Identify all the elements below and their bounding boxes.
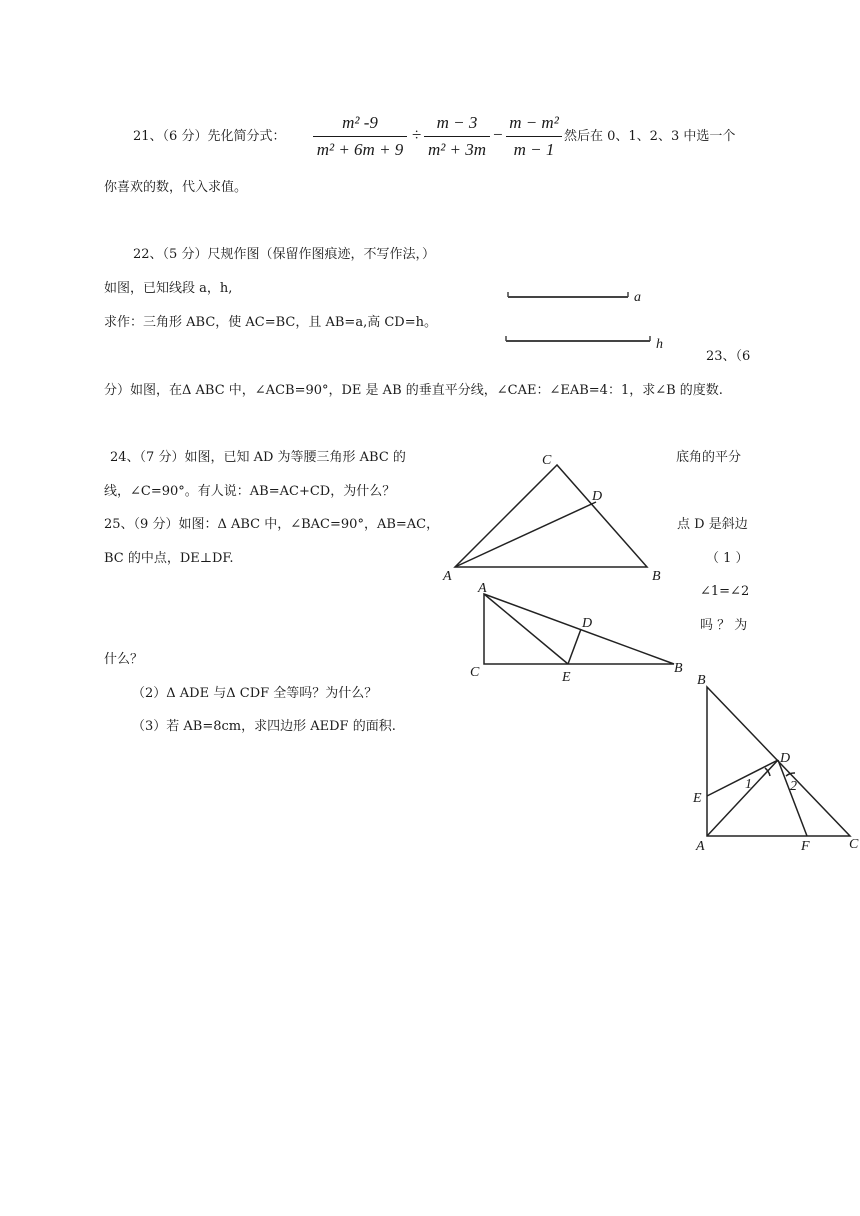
q21-frac3-denominator: m − 1 [513, 140, 555, 159]
fig25-label-B: B [697, 673, 706, 688]
q21-frac3-numerator: m − m² [509, 113, 559, 132]
fig25-label-C: C [849, 837, 859, 852]
fig25-label-1: 1 [745, 777, 752, 792]
label-h: h [656, 337, 663, 352]
q25-part1-c: 吗 ？ 为 [700, 618, 748, 633]
q24-line1-left: 24、（7 分）如图，已知 AD 为等腰三角形 ABC 的 [110, 450, 406, 465]
q25-part3: （3）若 AB=8cm，求四边形 AEDF 的面积. [132, 719, 396, 734]
q22-line1: 22、（5 分）尺规作图（保留作图痕迹，不写作法，） [133, 247, 435, 262]
q21-frac1-numerator: m² -9 [342, 113, 378, 132]
fig23-label-D: D [582, 616, 593, 631]
fig25-label-E: E [693, 791, 702, 806]
q21-minus-sign: − [493, 125, 503, 144]
fig25-label-F: F [801, 839, 810, 854]
q23-head: 23、（6 [706, 349, 751, 364]
figure-q25-triangle [707, 687, 850, 836]
fig24-label-B: B [652, 569, 661, 584]
q22-line2: 如图，已知线段 a，h, [104, 281, 233, 296]
q23-line2: 分）如图，在Δ ABC 中，∠ACB=90°，DE 是 AB 的垂直平分线，∠CAE：∠EAB=4：1，求∠B 的度数. [104, 383, 723, 398]
fig23-label-B: B [674, 661, 683, 676]
label-a: a [634, 290, 641, 305]
q22-line3: 求作：三角形 ABC，使 AC=BC，且 AB=a,高 CD=h。 [104, 315, 437, 330]
fig25-label-A: A [696, 839, 705, 854]
q24-line2: 线，∠C=90°。有人说：AB=AC+CD，为什么？ [104, 484, 396, 499]
q25-line1-right: 点 D 是斜边 [677, 517, 748, 532]
q21-suffix: 然后在 0、1、2、3 中选一个 [564, 129, 736, 144]
q25-line1-left: 25、（9 分）如图：Δ ABC 中，∠BAC=90°，AB=AC， [104, 517, 440, 532]
q25-part1-b: ∠1=∠2 [700, 584, 750, 599]
fig24-label-A: A [443, 569, 452, 584]
figure-q24-triangle [455, 465, 647, 567]
q25-part1-d: 什么？ [104, 652, 144, 667]
q25-line2: BC 的中点，DE⊥DF. [104, 551, 234, 566]
fig23-label-A: A [478, 581, 487, 596]
q21-divide-sign: ÷ [412, 125, 422, 144]
q25-part1-a: （ 1 ） [706, 551, 749, 566]
fig23-label-E: E [562, 670, 571, 685]
q24-line1-right: 底角的平分 [676, 450, 742, 465]
fig25-label-2: 2 [790, 779, 797, 794]
q25-part2: （2）Δ ADE 与Δ CDF 全等吗？为什么？ [132, 686, 378, 701]
fig25-label-D: D [780, 751, 791, 766]
q21-frac2-numerator: m − 3 [436, 113, 478, 132]
fig23-label-C: C [470, 665, 480, 680]
q21-prefix: 21、（6 分）先化简分式： [133, 129, 286, 144]
fig24-label-C: C [542, 453, 552, 468]
q21-line2: 你喜欢的数，代入求值。 [104, 180, 248, 195]
q21-frac2-denominator: m² + 3m [427, 140, 487, 159]
q21-frac1-denominator: m² + 6m + 9 [316, 140, 404, 159]
figure-q23-triangle [484, 594, 674, 664]
fig24-label-D: D [592, 489, 603, 504]
